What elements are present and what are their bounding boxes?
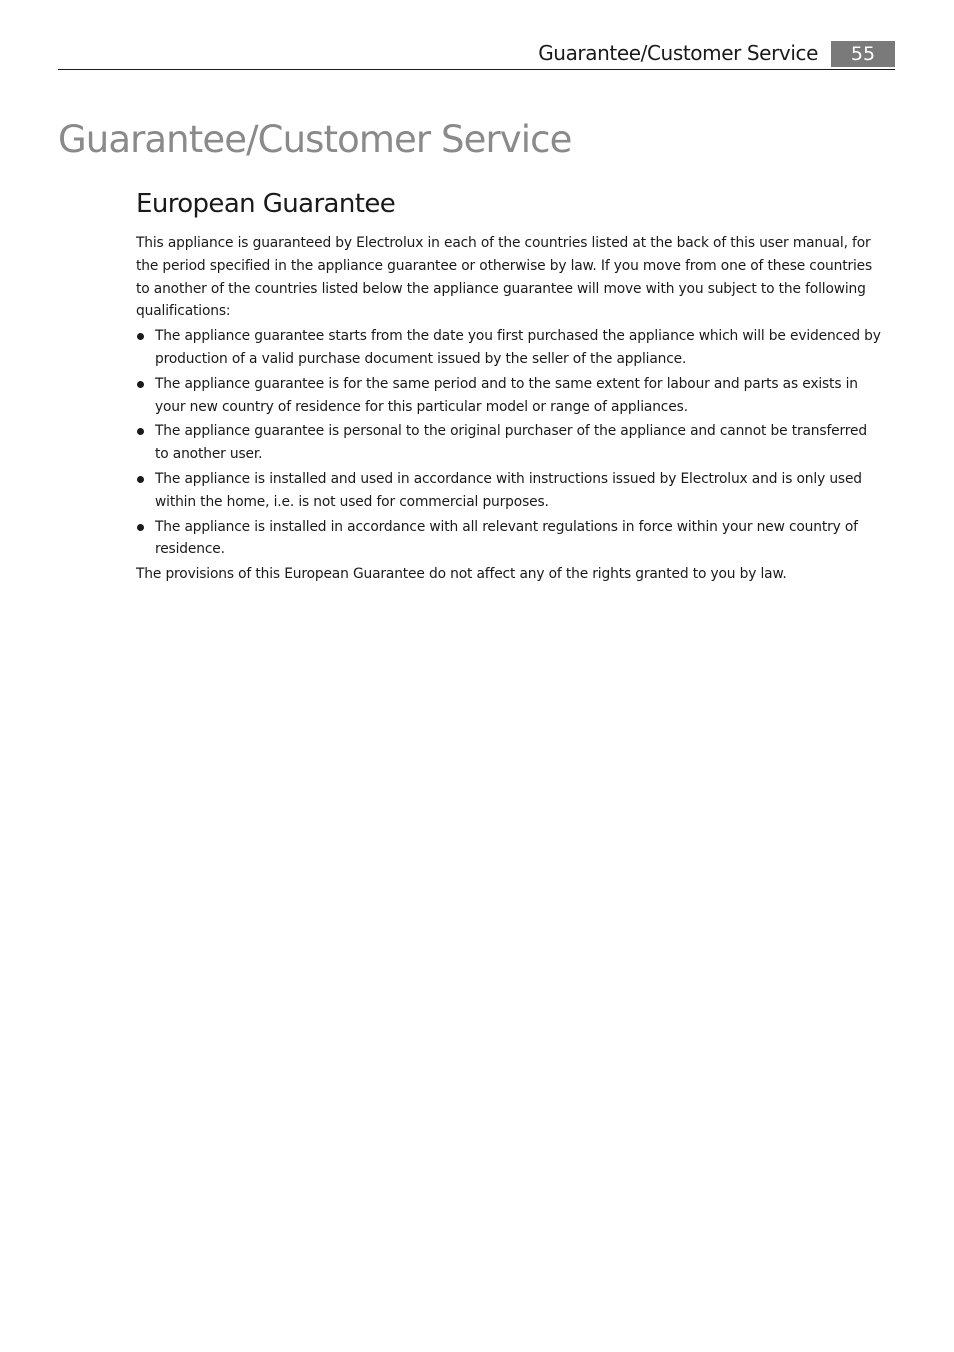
closing-paragraph: The provisions of this European Guarantee do not affect any of the rights granted to you by law. [136,566,787,583]
bullet-icon [137,333,144,340]
list-item [136,468,882,514]
list-item [136,516,882,562]
list-item-text: The appliance is installed and used in accordance with instructions issued by Electrolux and is only used within the home, i.e. is not used for commercial purposes. [155,470,862,510]
list-item-text: The appliance guarantee is for the same period and to the same extent for labour and parts as exists in your new country of residence for this particular model or range of appliances. [155,375,858,415]
running-header-title: Guarantee/Customer Service [538,41,818,65]
list-item [136,420,882,466]
qualifications-list [136,325,882,561]
list-item-text: The appliance guarantee is personal to the original purchaser of the appliance and cannot be transferred to another user. [155,423,867,463]
section-european-guarantee [136,186,882,586]
list-item [136,373,882,419]
list-item-text: The appliance is installed in accordance with all relevant regulations in force within your new country of residence. [155,518,858,558]
section-title: European Guarantee [136,189,396,219]
running-header [58,38,895,70]
bullet-icon [137,476,144,483]
intro-paragraph: This appliance is guaranteed by Electrolux in each of the countries listed at the back of this user manual, for the period specified in the appliance guarantee or otherwise by law. If you move from one of these countries to another of the countries listed below the appliance guarantee will move with you subject to the following qualifications: [136,235,873,320]
list-item-text: The appliance guarantee starts from the date you first purchased the appliance which will be evidenced by production of a valid purchase document issued by the seller of the appliance. [155,328,881,367]
chapter-title: Guarantee/Customer Service [58,118,572,161]
bullet-icon [137,381,144,388]
bullet-icon [137,524,144,531]
list-item [136,325,882,371]
bullet-icon [137,428,144,435]
page-number: 55 [831,41,895,67]
